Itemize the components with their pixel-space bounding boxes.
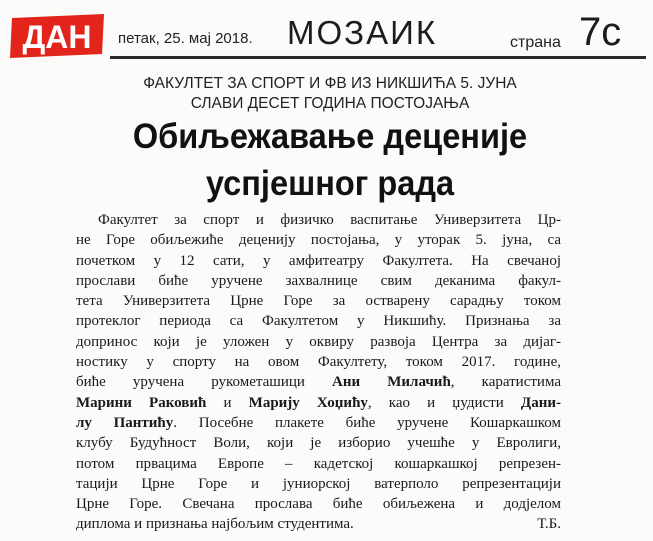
highlighted-name: Ани Милачић — [332, 374, 451, 391]
body-line: прослави биће уручене захвалнице свим деканима факул- — [76, 272, 561, 289]
kicker-line: ФАКУЛТЕТ ЗА СПОРТ И ФВ ИЗ НИКШИЋА 5. ЈУНА — [143, 75, 517, 92]
body-line: потом првацима Европе – кадетској кошаркашкој репрезен- — [76, 455, 561, 472]
body-line: Црне Горе. Свечана прослава биће обиљежена и додјелом — [76, 496, 561, 513]
body-line — [76, 393, 561, 413]
section-title: МОЗАИК — [287, 14, 438, 51]
body-text-run: и — [206, 394, 249, 411]
issue-date: петак, 25. мај 2018. — [118, 30, 253, 47]
body-line: почетком у 12 сати, у амфитеатру Факултета. На свечаној — [76, 252, 561, 269]
body-line: не Горе обиљежиће деценију постојања, у уторак 5. јуна, са — [76, 232, 561, 249]
body-text-run: , каратистима — [450, 374, 561, 391]
page-label: страна — [510, 34, 561, 51]
body-text-run: , као и џудисти — [367, 394, 521, 411]
body-line: протеклог периода са Факултетом у Никшићу. Признања за — [76, 313, 561, 330]
body-line: ностику у спорту на овом Факултету, током 2017. године, — [76, 354, 561, 371]
highlighted-name: Марини Раковић — [76, 394, 207, 411]
body-text-run: . Посебне плакете биће уручене Кошаркашком — [173, 414, 561, 431]
author-signature: Т.Б. — [537, 516, 561, 533]
article-kicker — [60, 74, 600, 114]
body-line: тацији Црне Горе и јуниорској ватерполо репрезентацији — [76, 475, 561, 492]
highlighted-name: Дани- — [520, 394, 562, 411]
body-text-run: биће уручена рукометашици — [76, 374, 333, 391]
body-line: тета Универзитета Црне Горе за остварену сарадњу током — [76, 293, 561, 310]
highlighted-name: лу Пантићу — [76, 414, 174, 431]
body-line: допринос који је уложен у оквиру развоја Центра за дијаг- — [76, 333, 561, 350]
body-line — [76, 372, 561, 392]
header-divider — [110, 56, 646, 59]
highlighted-name: Марију Хоџићу — [248, 394, 368, 411]
logo-mark — [8, 14, 108, 60]
page-number: 7с — [579, 10, 622, 54]
headline-line: Обиљежавање деценије — [132, 117, 528, 156]
body-line — [76, 514, 561, 534]
body-line — [76, 413, 561, 433]
body-text-run: диплома и признања најбољим студентима. — [76, 516, 354, 533]
article-body — [76, 210, 561, 535]
headline-line: успјешног рада — [205, 164, 455, 203]
article-headline — [60, 113, 599, 207]
logo-text: ДАН — [22, 19, 92, 55]
body-line: Факултет за спорт и физичко васпитање Универзитета Цр- — [98, 212, 561, 228]
kicker-line: СЛАВИ ДЕСЕТ ГОДИНА ПОСТОЈАЊА — [190, 95, 470, 112]
body-line: клубу Будућност Воли, који је изборио учешће у Евролиги, — [76, 435, 561, 452]
newspaper-logo — [8, 14, 108, 60]
